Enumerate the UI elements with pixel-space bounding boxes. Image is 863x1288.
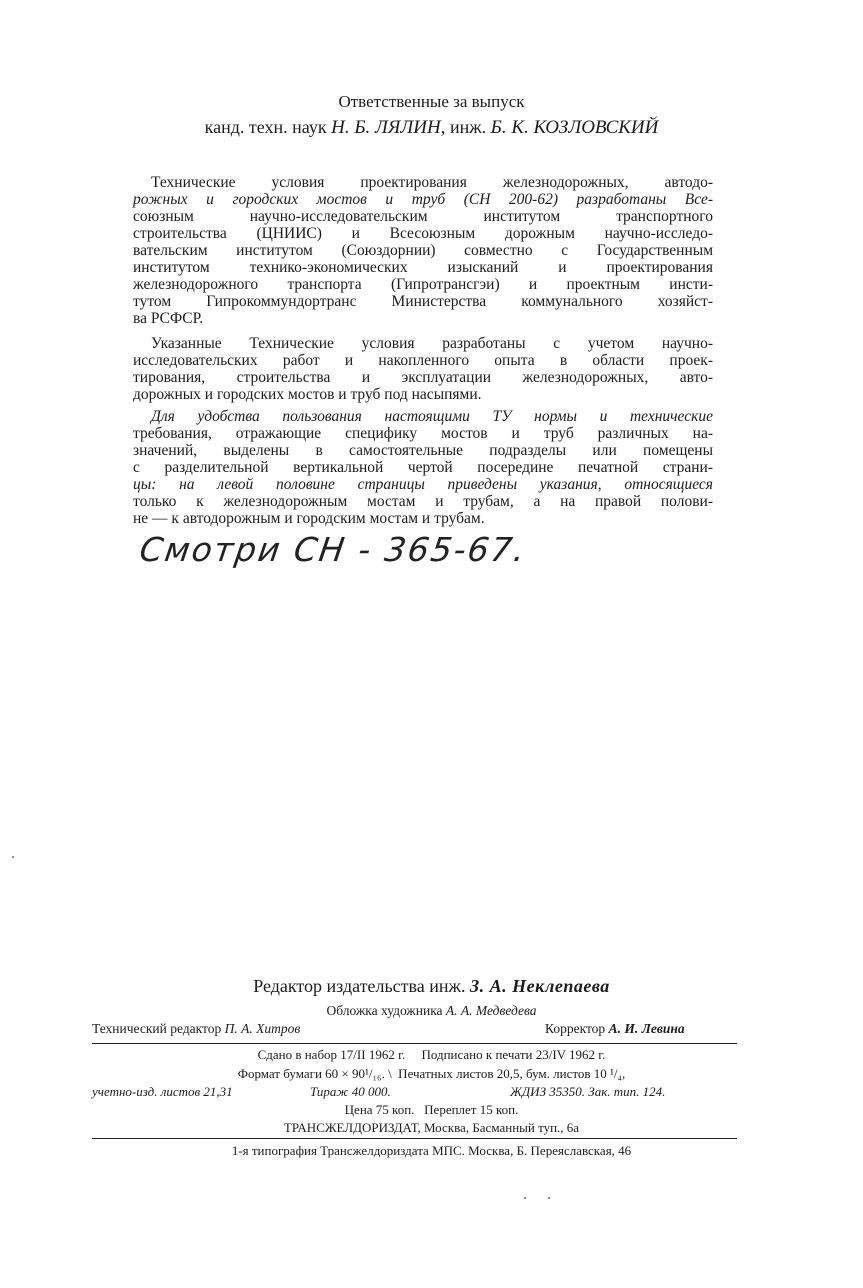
responsible-title: Ответственные за выпуск [338,92,525,111]
imprint-order-number: ЖДИЗ 35350. Зак. тип. 124. [510,1084,666,1099]
imprint-price: Цена 75 коп. Переплет 15 коп. [344,1102,519,1117]
cover-label: Обложка художника [326,1003,446,1018]
paragraph-line: дорожных и городских мостов и труб под насыпями. [133,386,482,403]
editor-name: З. А. Неклепаева [469,976,610,996]
paragraph-line: исследовательских работ и накопленного опыта в области проек- [133,352,713,369]
paragraph-line: тутом Гипрокоммундортранс Министерства коммунального хозяйст- [133,293,713,310]
paragraph-line: тирования, строительства и эксплуатации железнодорожных, авто- [133,369,713,386]
paragraph-development [133,174,713,327]
paragraph-line: не — к автодорожным и городским мостам и трубам. [133,510,485,527]
paragraph-line: ва РСФСР. [133,310,204,327]
paragraph-line: строительства (ЦНИИС) и Всесоюзным дорожным научно-исследо- [133,225,713,242]
paragraph-usage [133,408,713,527]
publishing-editor [0,976,863,997]
divider-rule [92,1138,737,1139]
responsible-persons [0,117,863,139]
editor-label: Редактор издательства инж. [253,976,470,996]
corrector [545,1021,685,1037]
paragraph-line: вательским институтом (Союздорнии) совместно с Государственным [133,242,713,259]
cover-name: А. А. Медведева [445,1003,537,1018]
imprint-publisher: ТРАНСЖЕЛДОРИЗДАТ, Москва, Басманный туп., 6а [283,1120,580,1135]
corrector-name: А. И. Левина [608,1021,685,1036]
tech-editor-name: П. А. Хитров [224,1021,301,1036]
paragraph-line: союзным научно-исследовательским институтом транспортного [133,208,713,225]
paragraph-line: рожных и городских мостов и труб (СН 200-62) разработаны Все- [133,191,713,208]
divider-rule [92,1043,737,1044]
paragraph-line: железнодорожного транспорта (Гипротрансгэи) и проектным инсти- [133,276,713,293]
imprint-edition-sheets: учетно-изд. листов 21,31 [92,1084,233,1099]
scan-speck [524,1197,526,1199]
paragraph-line: цы: на левой половине страницы приведены указания, относящиеся [133,476,713,493]
tech-editor-label: Технический редактор [92,1021,225,1036]
imprint-format: Формат бумаги 60 × 90¹/₁₆. \ Печатных листов 20,5, бум. листов 10 ¹/₄, [237,1066,626,1081]
scan-speck [548,1197,550,1199]
paragraph-basis [133,335,713,403]
responsible-prefix-2: инж. [445,117,491,137]
paragraph-line: Технические условия проектирования железнодорожных, автодо- [151,174,713,191]
paragraph-line: Для удобства пользования настоящими ТУ нормы и технические [151,408,713,425]
technical-editor [92,1021,300,1037]
imprint-print-run: Тираж 40 000. [310,1084,391,1099]
scan-speck [12,856,14,858]
paragraph-line: значений, выделены в самостоятельные подразделы или помещены [133,442,713,459]
cover-artist [0,1003,863,1019]
imprint-dates: Сдано в набор 17/II 1962 г. Подписано к печати 23/IV 1962 г. [257,1047,606,1062]
paragraph-line: требования, отражающие специфику мостов и труб различных на- [133,425,713,442]
responsible-prefix-1: канд. техн. наук [204,117,332,137]
paragraph-line: с разделительной вертикальной чертой посередине печатной страни- [133,459,713,476]
responsible-name-2: Б. К. КОЗЛОВСКИЙ [490,117,659,138]
handwritten-note: Смотри СН - 365-67. [137,530,530,569]
responsible-name-1: Н. Б. ЛЯЛИН, [331,117,446,138]
paragraph-line: только к железнодорожным мостам и трубам, а на правой полови- [133,493,713,510]
corrector-label: Корректор [545,1021,609,1036]
paragraph-line: Указанные Технические условия разработаны с учетом научно- [151,335,713,352]
paragraph-line: институтом технико-экономических изысканий и проектирования [133,259,713,276]
printing-house-footer: 1-я типография Трансжелдориздата МПС. Москва, Б. Переяславская, 46 [231,1143,632,1158]
